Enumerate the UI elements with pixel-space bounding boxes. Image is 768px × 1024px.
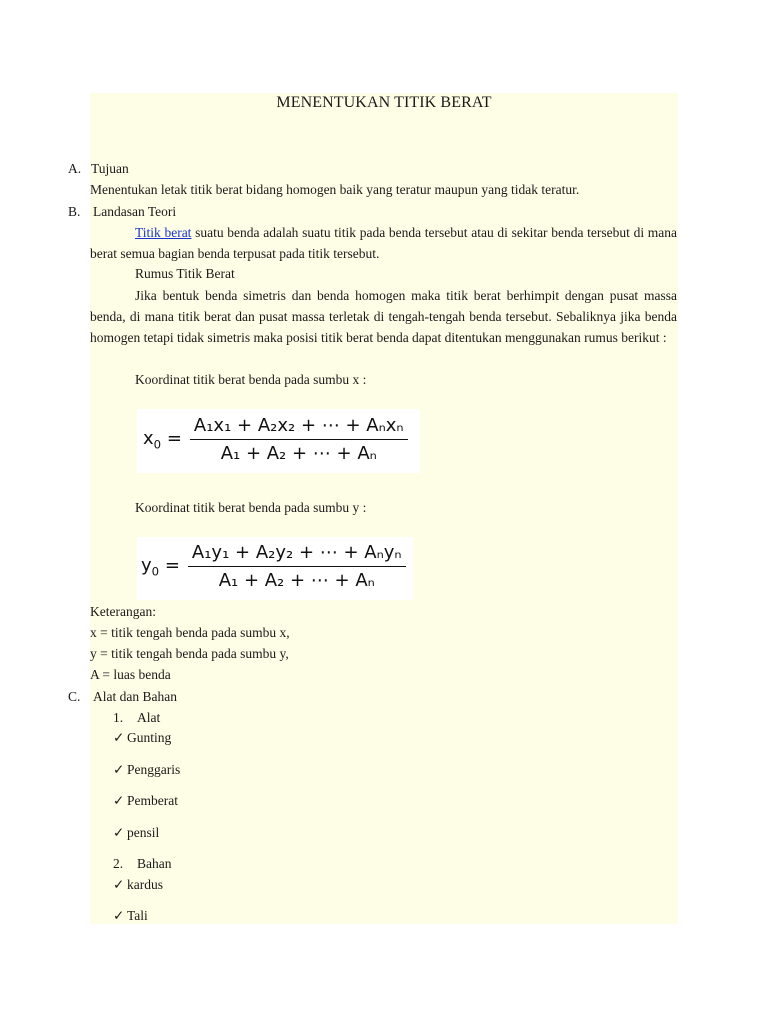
titik-berat-link[interactable]: Titik berat xyxy=(135,225,192,240)
bahan-number: 2. xyxy=(113,856,124,871)
check-icon: ✓ xyxy=(113,908,125,923)
definition-text: suatu benda adalah suatu titik pada benda tersebut atau di sekitar benda tersebut di mana berat semua bagian benda terpusat pada titik tersebut. xyxy=(90,225,677,261)
section-b-marker: B. xyxy=(68,204,81,219)
section-c-heading: Alat dan Bahan xyxy=(93,689,177,704)
keterangan-line-a: A = luas benda xyxy=(90,667,171,682)
formula-y-lhs: $y_0$ = xyxy=(141,554,180,579)
section-b-heading: Landasan Teori xyxy=(93,204,177,219)
formula-y-fraction xyxy=(188,542,406,591)
paragraph-definition xyxy=(90,222,677,264)
keterangan-line-x: x = titik tengah benda pada sumbu x, xyxy=(90,625,290,640)
section-a-heading: Tujuan xyxy=(91,161,129,176)
formula-x-fraction xyxy=(190,415,408,464)
formula-y-denominator: A₁ + A₂ + ⋯ + Aₙ xyxy=(218,570,375,591)
formula-x xyxy=(137,409,420,473)
formula-y xyxy=(137,537,413,600)
alat-number: 1. xyxy=(113,710,124,725)
keterangan-line-y: y = titik tengah benda pada sumbu y, xyxy=(90,646,289,661)
section-a-body: Menentukan letak titik berat bidang homogen baik yang teratur maupun yang tidak teratur. xyxy=(90,182,580,197)
list-item: ✓ pensil xyxy=(113,825,160,840)
keterangan-heading: Keterangan: xyxy=(90,604,156,619)
coord-y-label: Koordinat titik berat benda pada sumbu y : xyxy=(135,500,367,515)
check-icon: ✓ xyxy=(113,877,125,892)
formula-x-denominator: A₁ + A₂ + ⋯ + Aₙ xyxy=(220,443,377,464)
bahan-label: Bahan xyxy=(137,856,172,871)
list-item: ✓ Gunting xyxy=(113,730,172,745)
formula-x-lhs: $x_0$ = xyxy=(143,427,182,452)
list-item: ✓ Tali xyxy=(113,908,148,923)
document-title: MENENTUKAN TITIK BERAT xyxy=(276,94,492,111)
rumus-heading: Rumus Titik Berat xyxy=(135,266,235,281)
check-icon: ✓ xyxy=(113,762,125,777)
check-icon: ✓ xyxy=(113,793,125,808)
list-item: ✓ kardus xyxy=(113,877,163,892)
list-item: ✓ Penggaris xyxy=(113,762,181,777)
formula-y-numerator: A₁y₁ + A₂y₂ + ⋯ + Aₙyₙ xyxy=(188,542,406,567)
list-item: ✓ Pemberat xyxy=(113,793,178,808)
section-a-marker: A. xyxy=(68,161,82,176)
paragraph-explanation: Jika bentuk benda simetris dan benda homogen maka titik berat berhimpit dengan pusat massa benda, di mana titik berat dan pusat massa terletak di tengah-tengah benda tersebut. Sebaliknya jika benda homogen tetapi tidak simetris maka posisi titik berat benda dapat ditentukan menggunakan rumus berikut : xyxy=(90,288,677,345)
check-icon: ✓ xyxy=(113,730,125,745)
coord-x-label: Koordinat titik berat benda pada sumbu x : xyxy=(135,372,367,387)
formula-x-numerator: A₁x₁ + A₂x₂ + ⋯ + Aₙxₙ xyxy=(190,415,408,440)
section-c-marker: C. xyxy=(68,689,81,704)
check-icon: ✓ xyxy=(113,825,125,840)
alat-label: Alat xyxy=(137,710,161,725)
